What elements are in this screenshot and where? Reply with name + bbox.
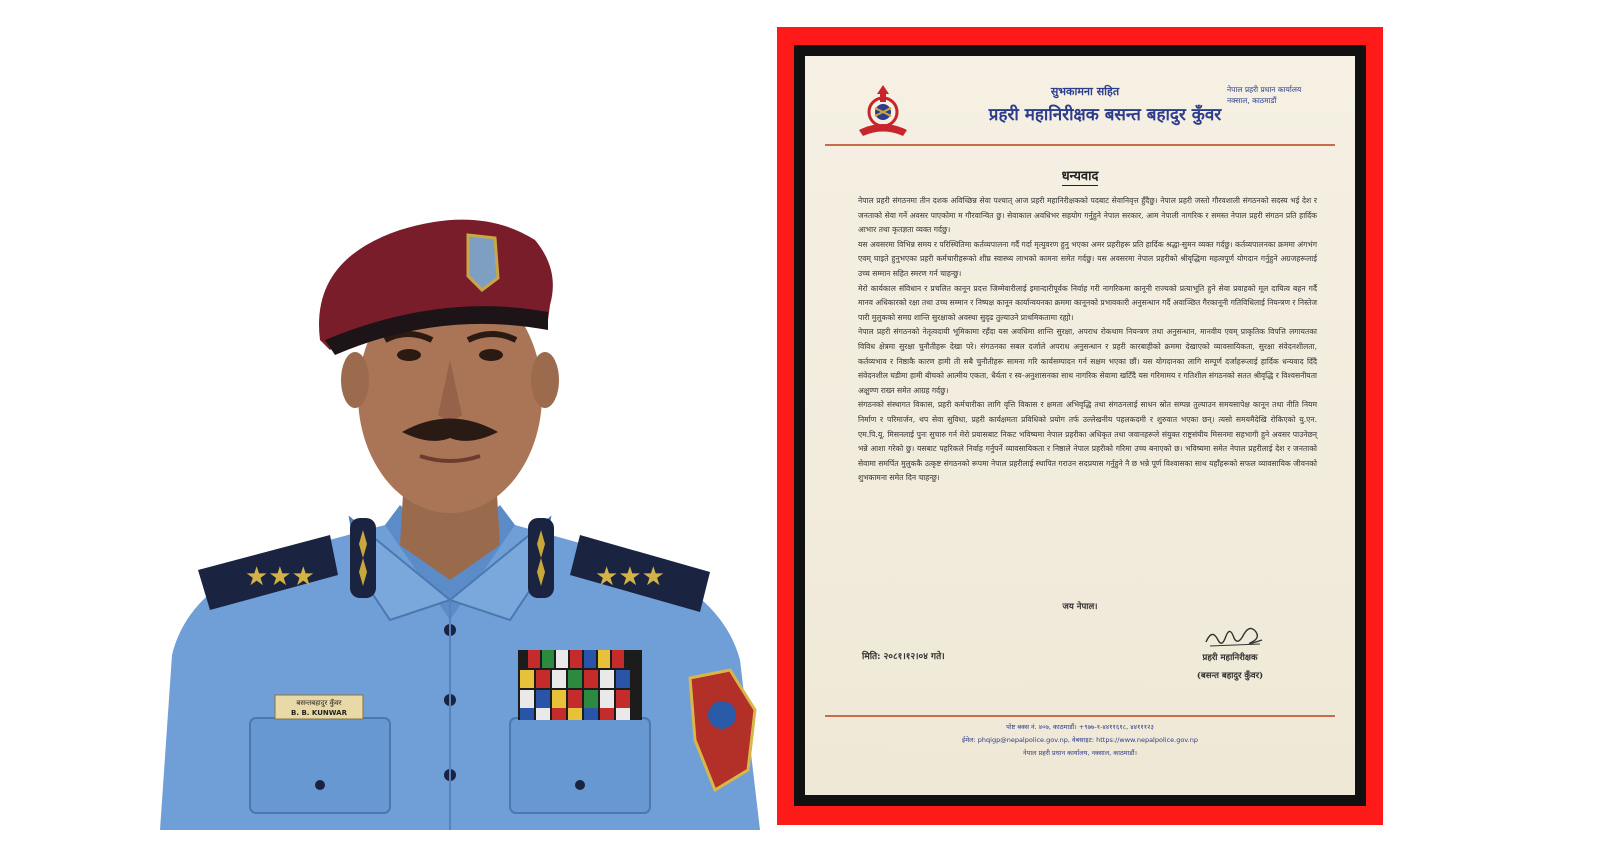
signatory-title: प्रहरी महानिरीक्षक — [1202, 653, 1258, 663]
letter-closing: जय नेपाल। — [1062, 602, 1098, 612]
name-tag-latin: B. B. KUNWAR — [291, 709, 347, 717]
letter-frame-red — [777, 27, 1383, 825]
letter-frame-black — [794, 45, 1366, 806]
footer-divider — [825, 715, 1335, 717]
letterhead-title: प्रहरी महानिरीक्षक बसन्त बहादुर कुँवर — [988, 105, 1222, 125]
letter-heading — [805, 166, 1355, 184]
letter-date: मिति: २०८१।१२।०४ गते। — [862, 652, 945, 662]
letter-body — [858, 194, 1317, 486]
nepal-police-emblem-icon — [853, 82, 913, 142]
officer-portrait — [150, 200, 770, 830]
letter-paragraph: नेपाल प्रहरी संगठनमा तीन दशक अविच्छिन्न सेवा पश्चात् आज प्रहरी महानिरीक्षकको पदबाट सेवानिवृत्त हुँदैछु। नेपाल प्रहरी जस्तो गौरवशाली संगठनको सदस्य भई देश र जनताको सेवा गर्ने अवसर पाएकोमा म गौरवान्वित छु। सेवाकाल अवधिभर सहयोग गर्नुहुने नेपाल सरकार, आम नेपाली नागरिक र समस्त नेपाल प्रहरी संगठन प्रति हार्दिक आभार तथा कृतज्ञता व्यक्त गर्दछु। — [858, 196, 1317, 235]
footer-line: ईमेल: phqigp@nepalpolice.gov.np, वेबसाइट: https://www.nepalpolice.gov.np — [962, 736, 1198, 744]
letter-paragraph: नेपाल प्रहरी संगठनको नेतृत्वदायी भूमिकामा रहँदा यस अवधिमा शान्ति सुरक्षा, अपराध रोकथाम नियन्त्रण तथा अनुसन्धान, मानवीय एवम् प्राकृतिक विपत्ति लगायतका विविध क्षेत्रमा सुरक्षा चुनौतीहरू देखा परे। संगठनका सबल दर्जाले अपराध अनुसन्धान र प्रहरी कारबाहीको क्रममा देखाएको व्यावसायिकता, सुरक्षा संवेदनशीलता, कर्तव्यभाव र निष्ठाकै कारण हामी ती सबै चुनौतीहरू सामना गरि कार्यसम्पादन गर्न सक्षम भएका छौं। यस योगदानका लागि सम्पूर्ण दर्जाहरूलाई हार्दिक धन्यवाद दिँदै संवेदनशील घडीमा हामी बीचको आत्मीय एकता, धैर्यता र स्व-अनुशासनका साथ नागरिक सेवामा खटिँदै यस गरिमामय र गतिशील संगठनको सतत श्रीवृद्धि र विश्वसनीयता अक्षुण्ण राख्न समेत आग्रह गर्दछु। — [858, 327, 1317, 395]
footer-line: पोष्ट बक्स नं. ४०७, काठमाडौं। +९७७-१-४४११६१८, ४४१११२३ — [1006, 723, 1154, 731]
letterhead-office-line: नेपाल प्रहरी प्रधान कार्यालय — [1227, 85, 1302, 94]
footer-line: नेपाल प्रहरी प्रधान कार्यालय, नक्साल, काठमाडौं। — [1023, 749, 1137, 757]
letter-footer — [805, 721, 1355, 760]
letter-paragraph: संगठनको संस्थागत विकास, प्रहरी कर्मचारीका लागि वृत्ति विकास र क्षमता अभिवृद्धि तथा संगठनलाई साधन स्रोत सम्पन्न तुल्याउन समयसापेक्ष कानून तथा नीति नियम निर्माण र परिमार्जन, थप सेवा सुविधा, प्रहरी कार्यक्षमता प्रविधिको प्रयोग तर्फ उल्लेखनीय पहलकदमी र शुरुवात भएका छन्। त्यसो समयमैदेखि रोकिएको यु.एन. एम.पि.यू. मिसनलाई पुनः सुचारु गर्न मेरो प्रयासबाट निकट भविष्यमा नेपाल प्रहरीका अधिकृत तथा जवानहरूले संयुक्त राष्ट्रसंघीय मिसनमा सहभागी हुने अवसर पाउनेछन् भन्ने आशा गरेको छु। यसबाट पहरिकले निर्वाह गर्नुपर्ने व्यावसायिकता र निष्ठाले नेपाल प्रहरीको गरिमा उच्च बनाएको छ। भविष्यमा समेत नेपाल प्रहरीलाई देश र जनताको सेवामा समर्पित मुलुककै उत्कृष्ट संगठनको रूपमा नेपाल प्रहरीलाई स्थापित गराउन सदप्रयास गर्नुहुने नै छ भन्ने पूर्ण विश्वासका साथ यहाँहरूको सफल व्यावसायिक जीवनको शुभकामना समेत दिन चाहन्छु। — [858, 400, 1317, 483]
svg-text:★★★: ★★★ — [245, 562, 315, 592]
letter-paper — [805, 56, 1355, 795]
svg-text:★★★: ★★★ — [595, 562, 665, 592]
letterhead-office — [1227, 84, 1337, 106]
signatory-name: (बसन्त बहादुर कुँवर) — [1196, 671, 1264, 681]
letterhead-divider — [825, 144, 1335, 146]
letter-paragraph: मेरो कार्यकाल संविधान र प्रचलित कानून प्रदत्त जिम्मेवारीलाई इमान्दारीपूर्वक निर्वाह गरी नागरिकमा कानूनी राज्यको प्रत्याभूति हुने सेवा प्रवाहको मूल दायित्व बहन गर्दै मानव अधिकारको रक्षा तथा उच्च सम्मान र निष्पक्ष कानून कार्यान्वयनका क्रममा कानूनको प्रभावकारी अनुसन्धान गर्दै अवाञ्छित गैरकानूनी गतिविधिलाई नियन्त्रण र निस्तेज पारी मुलुकको समग्र शान्ति सुरक्षाको अवस्था सुदृढ तुल्याउने प्राथमिकतामा रह्यो। — [858, 283, 1317, 322]
handwritten-signature — [1200, 618, 1270, 652]
letter-paragraph: यस अवसरमा विभिन्न समय र परिस्थितिमा कर्तव्यपालना गर्दै गर्दा मृत्युवरण हुनु भएका अमर प्रहरीहरू प्रति हार्दिक श्रद्धा-सुमन व्यक्त गर्दछु। कर्तव्यपालनका क्रममा अंगभंग एवम् घाइते हुनुभएका प्रहरी कर्मचारीहरूको शीघ्र स्वास्थ्य लाभको कामना समेत गर्दछु। यस अवसरमा नेपाल प्रहरीको श्रीवृद्धिमा महत्वपूर्ण योगदान गर्नुहुने अग्रजहरूलाई उच्च सम्मान सहित स्मरण गर्न चाहन्छु। — [858, 239, 1317, 278]
name-tag-devanagari: बसन्तबहादुर कुँवर — [296, 699, 342, 707]
letterhead-office-line: नक्साल, काठमाडौं — [1227, 96, 1277, 105]
letterhead-subtitle: सुभकामना सहित — [1050, 85, 1120, 98]
letter-heading-text: धन्यवाद — [1061, 169, 1099, 184]
